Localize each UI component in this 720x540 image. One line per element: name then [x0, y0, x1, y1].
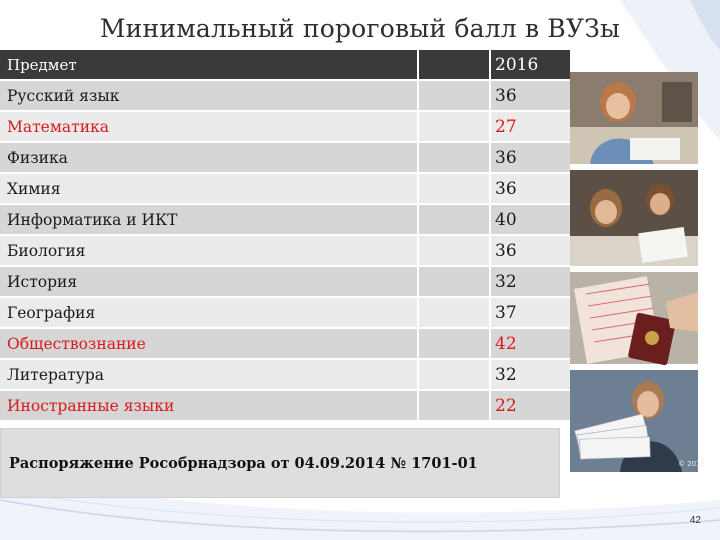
score-cell: 32 — [490, 266, 570, 297]
score-cell: 37 — [490, 297, 570, 328]
score-cell: 36 — [490, 142, 570, 173]
score-cell: 36 — [490, 235, 570, 266]
empty-cell — [418, 297, 490, 328]
empty-cell — [418, 173, 490, 204]
table-row — [0, 80, 570, 111]
page-number: 42 — [689, 515, 701, 526]
subject-cell: История — [0, 266, 418, 297]
score-cell: 40 — [490, 204, 570, 235]
scores-table-wrapper — [0, 50, 562, 422]
subject-cell: Биология — [0, 235, 418, 266]
photo-passport-answer-sheet — [570, 272, 698, 366]
table-row — [0, 111, 570, 142]
empty-cell — [418, 235, 490, 266]
table-row — [0, 297, 570, 328]
subject-cell: Русский язык — [0, 80, 418, 111]
svg-text:© 2013: © 2013 — [678, 460, 706, 468]
empty-cell — [418, 204, 490, 235]
photo-woman-with-forms — [570, 370, 705, 472]
subject-cell: Математика — [0, 111, 418, 142]
empty-cell — [418, 359, 490, 390]
empty-cell — [418, 111, 490, 142]
subject-cell: Физика — [0, 142, 418, 173]
subject-cell: Обществознание — [0, 328, 418, 359]
empty-cell — [418, 142, 490, 173]
score-cell: 36 — [490, 80, 570, 111]
table-row — [0, 235, 570, 266]
table-row — [0, 328, 570, 359]
score-cell: 22 — [490, 390, 570, 421]
subject-cell: География — [0, 297, 418, 328]
table-row — [0, 142, 570, 173]
scores-table — [0, 50, 570, 422]
subject-cell: Литература — [0, 359, 418, 390]
exam-students-photos — [570, 72, 706, 472]
decree-note-text: Распоряжение Рособрнадзора от 04.09.2014 № 1701-01 — [9, 455, 478, 472]
score-cell: 42 — [490, 328, 570, 359]
empty-cell — [418, 390, 490, 421]
table-row — [0, 390, 570, 421]
subject-cell: Химия — [0, 173, 418, 204]
score-cell: 32 — [490, 359, 570, 390]
empty-cell — [418, 328, 490, 359]
header-subject: Предмет — [0, 50, 418, 80]
empty-cell — [418, 80, 490, 111]
subject-cell: Информатика и ИКТ — [0, 204, 418, 235]
score-cell: 27 — [490, 111, 570, 142]
table-header-row — [0, 50, 570, 80]
photo-classroom-exam — [570, 170, 698, 266]
header-empty-cell — [418, 50, 490, 80]
table-row — [0, 266, 570, 297]
score-cell: 36 — [490, 173, 570, 204]
slide-title: Минимальный пороговый балл в ВУЗы — [99, 14, 621, 43]
table-row — [0, 204, 570, 235]
table-row — [0, 173, 570, 204]
subject-cell: Иностранные языки — [0, 390, 418, 421]
decree-note-box — [0, 428, 560, 498]
table-row — [0, 359, 570, 390]
empty-cell — [418, 266, 490, 297]
header-year: 2016 — [490, 50, 570, 80]
photo-student-writing — [570, 72, 698, 164]
